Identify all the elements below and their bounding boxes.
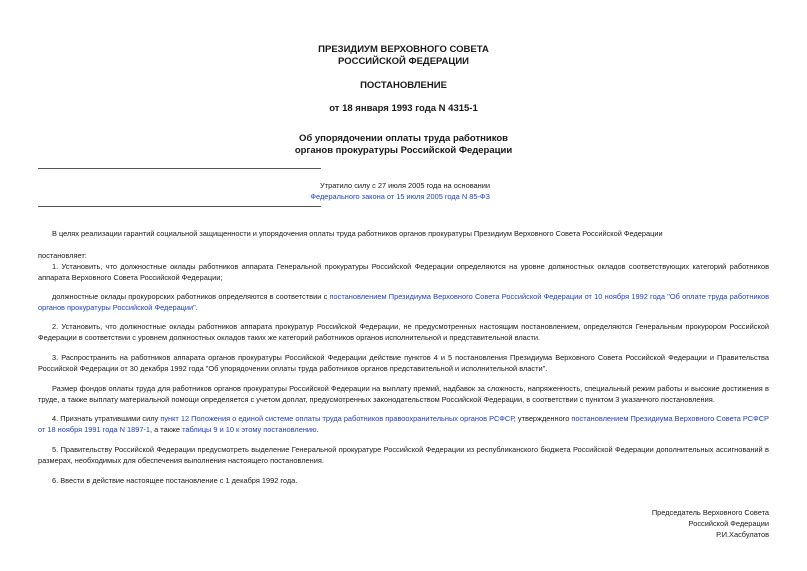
document-date-number: от 18 января 1993 года N 4315-1: [329, 103, 478, 114]
status-note-link-row: [0, 191, 490, 202]
tables-9-10-link[interactable]: таблицы 9 и 10 к этому постановлению: [182, 424, 317, 434]
status-note-line: Утратило силу с 27 июля 2005 года на основании: [320, 181, 490, 190]
issuer-line-2: РОССИЙСКОЙ ФЕДЕРАЦИИ: [337, 56, 469, 67]
paragraph-6: 6. Ввести в действие настоящее постановление с 1 декабря 1992 года.: [52, 476, 298, 485]
signatory-position-2: Российской Федерации: [688, 519, 769, 528]
paragraph-1b: должностные оклады прокурорских работников определяются в соответствии с постановлением Президиума Верховного Совета Российской Федерации от 10 ноября 1992 года "Об оплате труда работников органов прокуратуры Российской Федерации".: [38, 292, 769, 312]
presidium-resolution-link[interactable]: постановлением Президиума Верховного Совета Российской Федерации от 10 ноября 1992 года "Об оплате труда работников органов прокуратуры Российской Федерации": [38, 292, 769, 312]
paragraph-3b: Размер фондов оплаты труда для работников органов прокуратуры Российской Федерации на выплату премий, надбавок за сложность, напряженность, специальный режим работы и высокие достижения в труде, а также выплату материальной помощи определяется с учетом доплат, предусмотренных законодательством Российской Федерации, в соответствии с пунктом 3 указанного постановления.: [38, 384, 769, 404]
divider-bottom: [38, 206, 321, 207]
rsfsr-resolution-link[interactable]: постановлением Президиума Верховного Совета РСФСР от 18 ноября 1991 года N 1897-1: [38, 414, 769, 434]
document-title-line-1: Об упорядочении оплаты труда работников: [298, 133, 508, 144]
intro-paragraph: В целях реализации гарантий социальной защищенности и упорядочения оплаты труда работников органов прокуратуры Президиум Верховного Совета Российской Федерации: [52, 229, 663, 238]
resolves-line: постановляет:: [38, 251, 87, 260]
document-type: ПОСТАНОВЛЕНИЕ: [360, 80, 447, 91]
federal-law-link[interactable]: Федерального закона от 15 июля 2005 года N 85-ФЗ: [310, 192, 490, 201]
paragraph-1b-text: должностные оклады прокурорских работников определяются в соответствии с: [52, 292, 330, 301]
signatory-position-1: Председатель Верховного Совета: [651, 508, 769, 517]
paragraph-4: 4. Признать утратившими силу пункт 12 Положения о единой системе оплаты труда работников правоохранительных органов РСФСР, утвержденного постановлением Президиума Верховного Совета РСФСР от 18 ноября 1991 года N 1897-1, а также таблицы 9 и 10 к этому постановлению.: [38, 414, 769, 434]
paragraph-5: 5. Правительству Российской Федерации предусмотреть выделение Генеральной прокуратуре Российской Федерации из республиканского бюджета Российской Федерации дополнительных ассигнований в размерах, необходимых для обеспечения выполнения настоящего постановления.: [38, 445, 769, 465]
regulation-point-12-link[interactable]: пункт 12 Положения о единой системе оплаты труда работников правоохранительных органов РСФСР: [160, 414, 514, 423]
issuer-line-1: ПРЕЗИДИУМ ВЕРХОВНОГО СОВЕТА: [318, 44, 489, 55]
paragraph-1: 1. Установить, что должностные оклады работников аппарата Генеральной прокуратуры Российской Федерации определяются на уровне должностных окладов соответствующих категорий работников аппарата Верховного Совета Российской Федерации;: [38, 262, 769, 282]
document-title-line-2: органов прокуратуры Российской Федерации: [294, 145, 513, 156]
paragraph-3: 3. Распространить на работников аппарата органов прокуратуры Российской Федерации действие пунктов 4 и 5 постановления Президиума Верховного Совета Российской Федерации и Правительства Российской Федерации от 30 декабря 1992 года "Об упорядочении оплаты труда работников органов представительной и исполнительной власти".: [38, 353, 769, 373]
divider-top: [38, 168, 321, 169]
paragraph-2: 2. Установить, что должностные оклады работников аппарата прокуратур Российской Федерации, не предусмотренных настоящим постановлением, определяются Генеральным прокурором Российской Федерации в соответствии с уровнем должностных окладов таких же категорий работников органов исполнительной и представительной власти.: [38, 322, 769, 342]
signatory-name: Р.И.Хасбулатов: [716, 530, 769, 539]
